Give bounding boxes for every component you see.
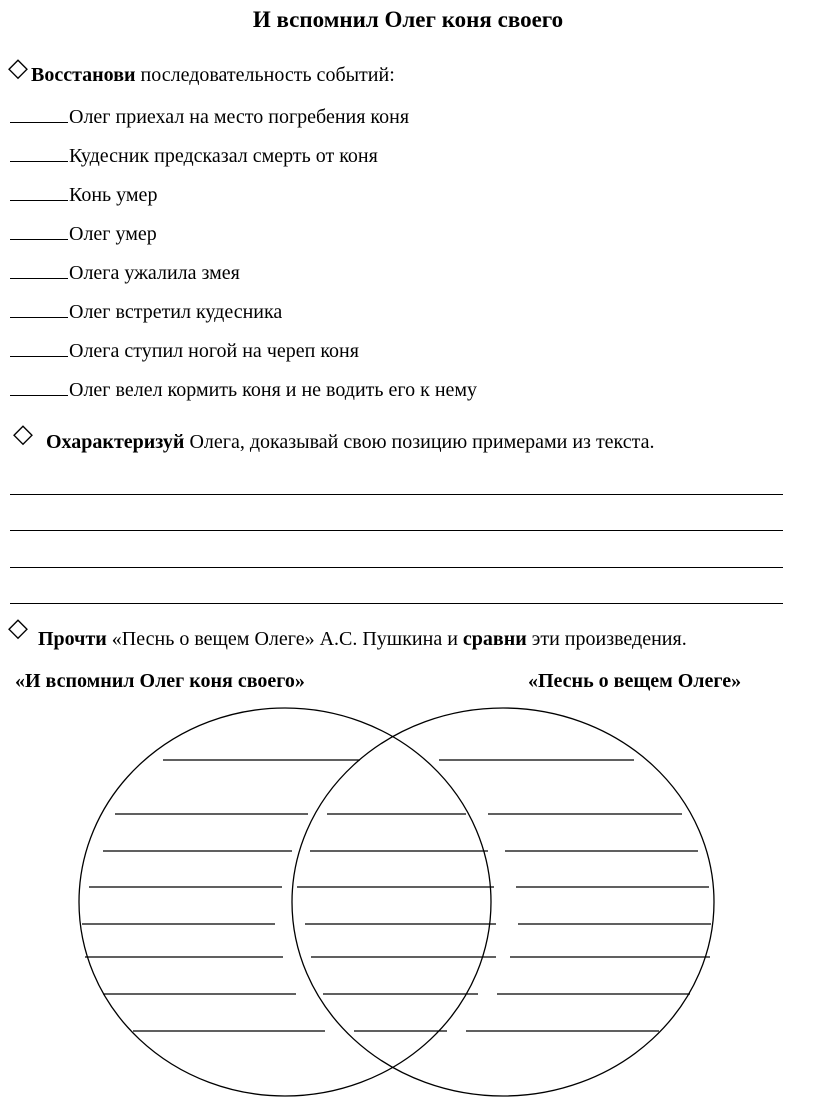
task1-bold: Восстанови [31,64,136,86]
answer-blank[interactable] [10,301,68,318]
list-item-text: Олег велел кормить коня и не водить его к нему [69,379,478,401]
task2-heading [46,431,655,454]
answer-blank[interactable] [10,262,68,279]
answer-blank[interactable] [10,340,68,357]
answer-blank[interactable] [10,223,68,240]
task2-bold: Охарактеризуй [46,431,185,453]
task3-text-end: эти произведения. [526,628,687,650]
list-item [10,340,359,363]
list-item [10,223,157,246]
task1-heading [31,64,395,87]
answer-blank[interactable] [10,184,68,201]
venn-right-circle [292,708,714,1096]
task3-text-mid: «Песнь о вещем Олеге» А.С. Пушкина и [106,628,463,650]
answer-line[interactable] [10,494,783,495]
page-title: И вспомнил Олег коня своего [252,7,564,32]
answer-line[interactable] [10,530,783,531]
list-item-text: Олег встретил кудесника [69,301,283,323]
task3-bold-compare: сравни [462,628,527,650]
list-item-text: Олега ужалила змея [69,262,240,284]
task1-text: последовательность событий: [135,64,395,86]
list-item [10,262,240,285]
list-item-text: Олег приехал на место погребения коня [69,106,410,128]
task3-heading [38,628,687,651]
venn-right-title: «Песнь о вещем Олеге» [528,670,742,692]
answer-blank[interactable] [10,106,68,123]
answer-blank[interactable] [10,145,68,162]
list-item-text: Олега ступил ногой на череп коня [69,340,359,362]
diamond-icon: ◇ [13,419,33,448]
answer-blank[interactable] [10,379,68,396]
answer-line[interactable] [10,603,783,604]
venn-left-circle [79,708,491,1096]
venn-left-title: «И вспомнил Олег коня своего» [15,670,305,692]
list-item [10,184,157,207]
list-item [10,379,477,402]
list-item-text: Кудесник предсказал смерть от коня [69,145,378,167]
task2-text: Олега, доказывай свою позицию примерами из текста. [184,431,655,453]
diamond-icon: ◇ [8,53,28,82]
answer-line[interactable] [10,567,783,568]
task3-bold-read: Прочти [38,628,107,650]
venn-writing-lines[interactable] [82,760,711,1031]
list-item [10,145,378,168]
diamond-icon: ◇ [8,613,28,642]
list-item-text: Конь умер [69,184,158,206]
venn-diagram [0,690,816,1101]
list-item [10,106,409,129]
list-item-text: Олег умер [69,223,157,245]
list-item [10,301,282,324]
